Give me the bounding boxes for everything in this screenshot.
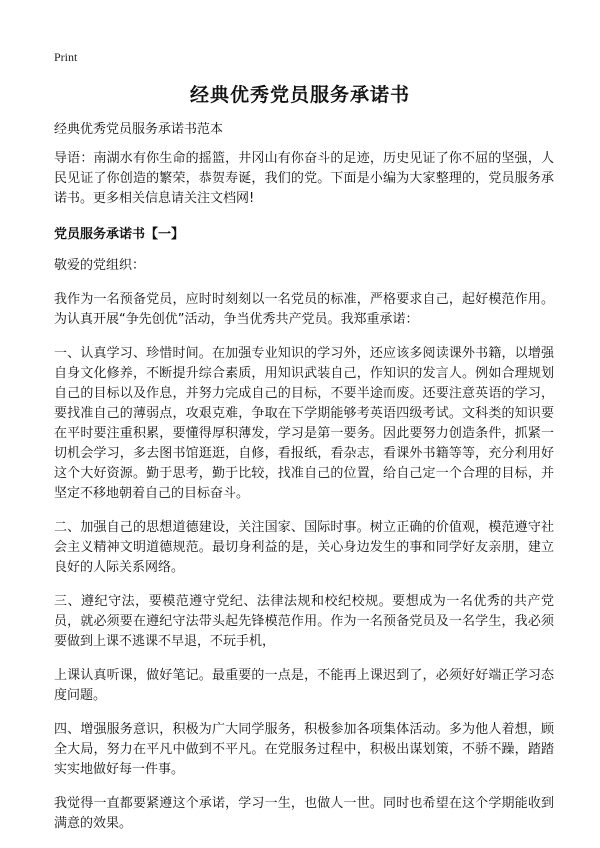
paragraph: 上课认真听课，做好笔记。最重要的一点是，不能再上课迟到了，必须好好端正学习态度问题。 [54,668,554,703]
greeting: 敬爱的党组织： [54,258,146,273]
document-subtitle: 经典优秀党员服务承诺书范本 [54,122,224,137]
paragraph: 我作为一名预备党员，应时时刻刻以一名党员的标准，严格要求自己，起好模范作用。为认真开展“争先创优”活动，争当优秀共产党员。我郑重承诺： [54,292,554,327]
paragraph: 一、认真学习、珍惜时间。在加强专业知识的学习外，还应该多阅读课外书籍，以增强自身文化修养，不断提升综合素质，用知识武装自己，作知识的发言人。例如合理规划自己的目标以及作息，并努力完成自己的目标，不要半途而废。还要注意英语的学习，要找准自己的薄弱点，攻艰克难，争取在下学期能够考英语四级考试。文科类的知识要在平时要注重积累，要懂得厚积薄发，学习是第一要务。因此要努力创造条件，抓紧一切机会学习，多去图书馆逛逛，自修，看报纸，看杂志，看课外书籍等等，充分利用好这个大好资源。勤于思考，勤于比较，找准自己的位置，给自己定一个合理的目标，并坚定不移地朝着自己的目标奋斗。 [54,346,554,501]
paragraph: 二、加强自己的思想道德建设，关注国家、国际时事。树立正确的价值观，模范遵守社会主义精神文明道德规范。最切身利益的是，关心身边发生的事和同学好友亲朋，建立良好的人际关系网络。 [54,520,554,575]
document-body [54,118,554,848]
paragraph: 三、遵纪守法，要模范遵守党纪、法律法规和校纪校规。要想成为一名优秀的共产党员，就必须要在遵纪守法带头起先锋模范作用。作为一名预备党员及一名学生，我必须要做到上课不逃课不早退，不玩手机， [54,594,554,649]
paragraph: 我觉得一直都要紧遵这个承诺，学习一生，也做人一世。同时也希望在这个学期能收到满意的效果。 [54,796,554,831]
paragraph: 四、增强服务意识，积极为广大同学服务，积极参加各项集体活动。多为他人着想，顾全大局，努力在平凡中做到不平凡。在党服务过程中，积极出谋划策，不骄不躁，踏踏实实地做好每一件事。 [54,722,554,777]
print-link[interactable]: Print [54,50,78,64]
document-title: 经典优秀党员服务承诺书 [189,84,410,106]
intro-paragraph: 导语：南湖水有你生命的摇篮，井冈山有你奋斗的足迹，历史见证了你不屈的坚强，人民见证了你创造的繁荣，恭贺寿诞，我们的党。下面是小编为大家整理的，党员服务承诺书。更多相关信息请关注文档网! [54,151,554,206]
section-heading: 党员服务承诺书【一】 [54,227,185,242]
